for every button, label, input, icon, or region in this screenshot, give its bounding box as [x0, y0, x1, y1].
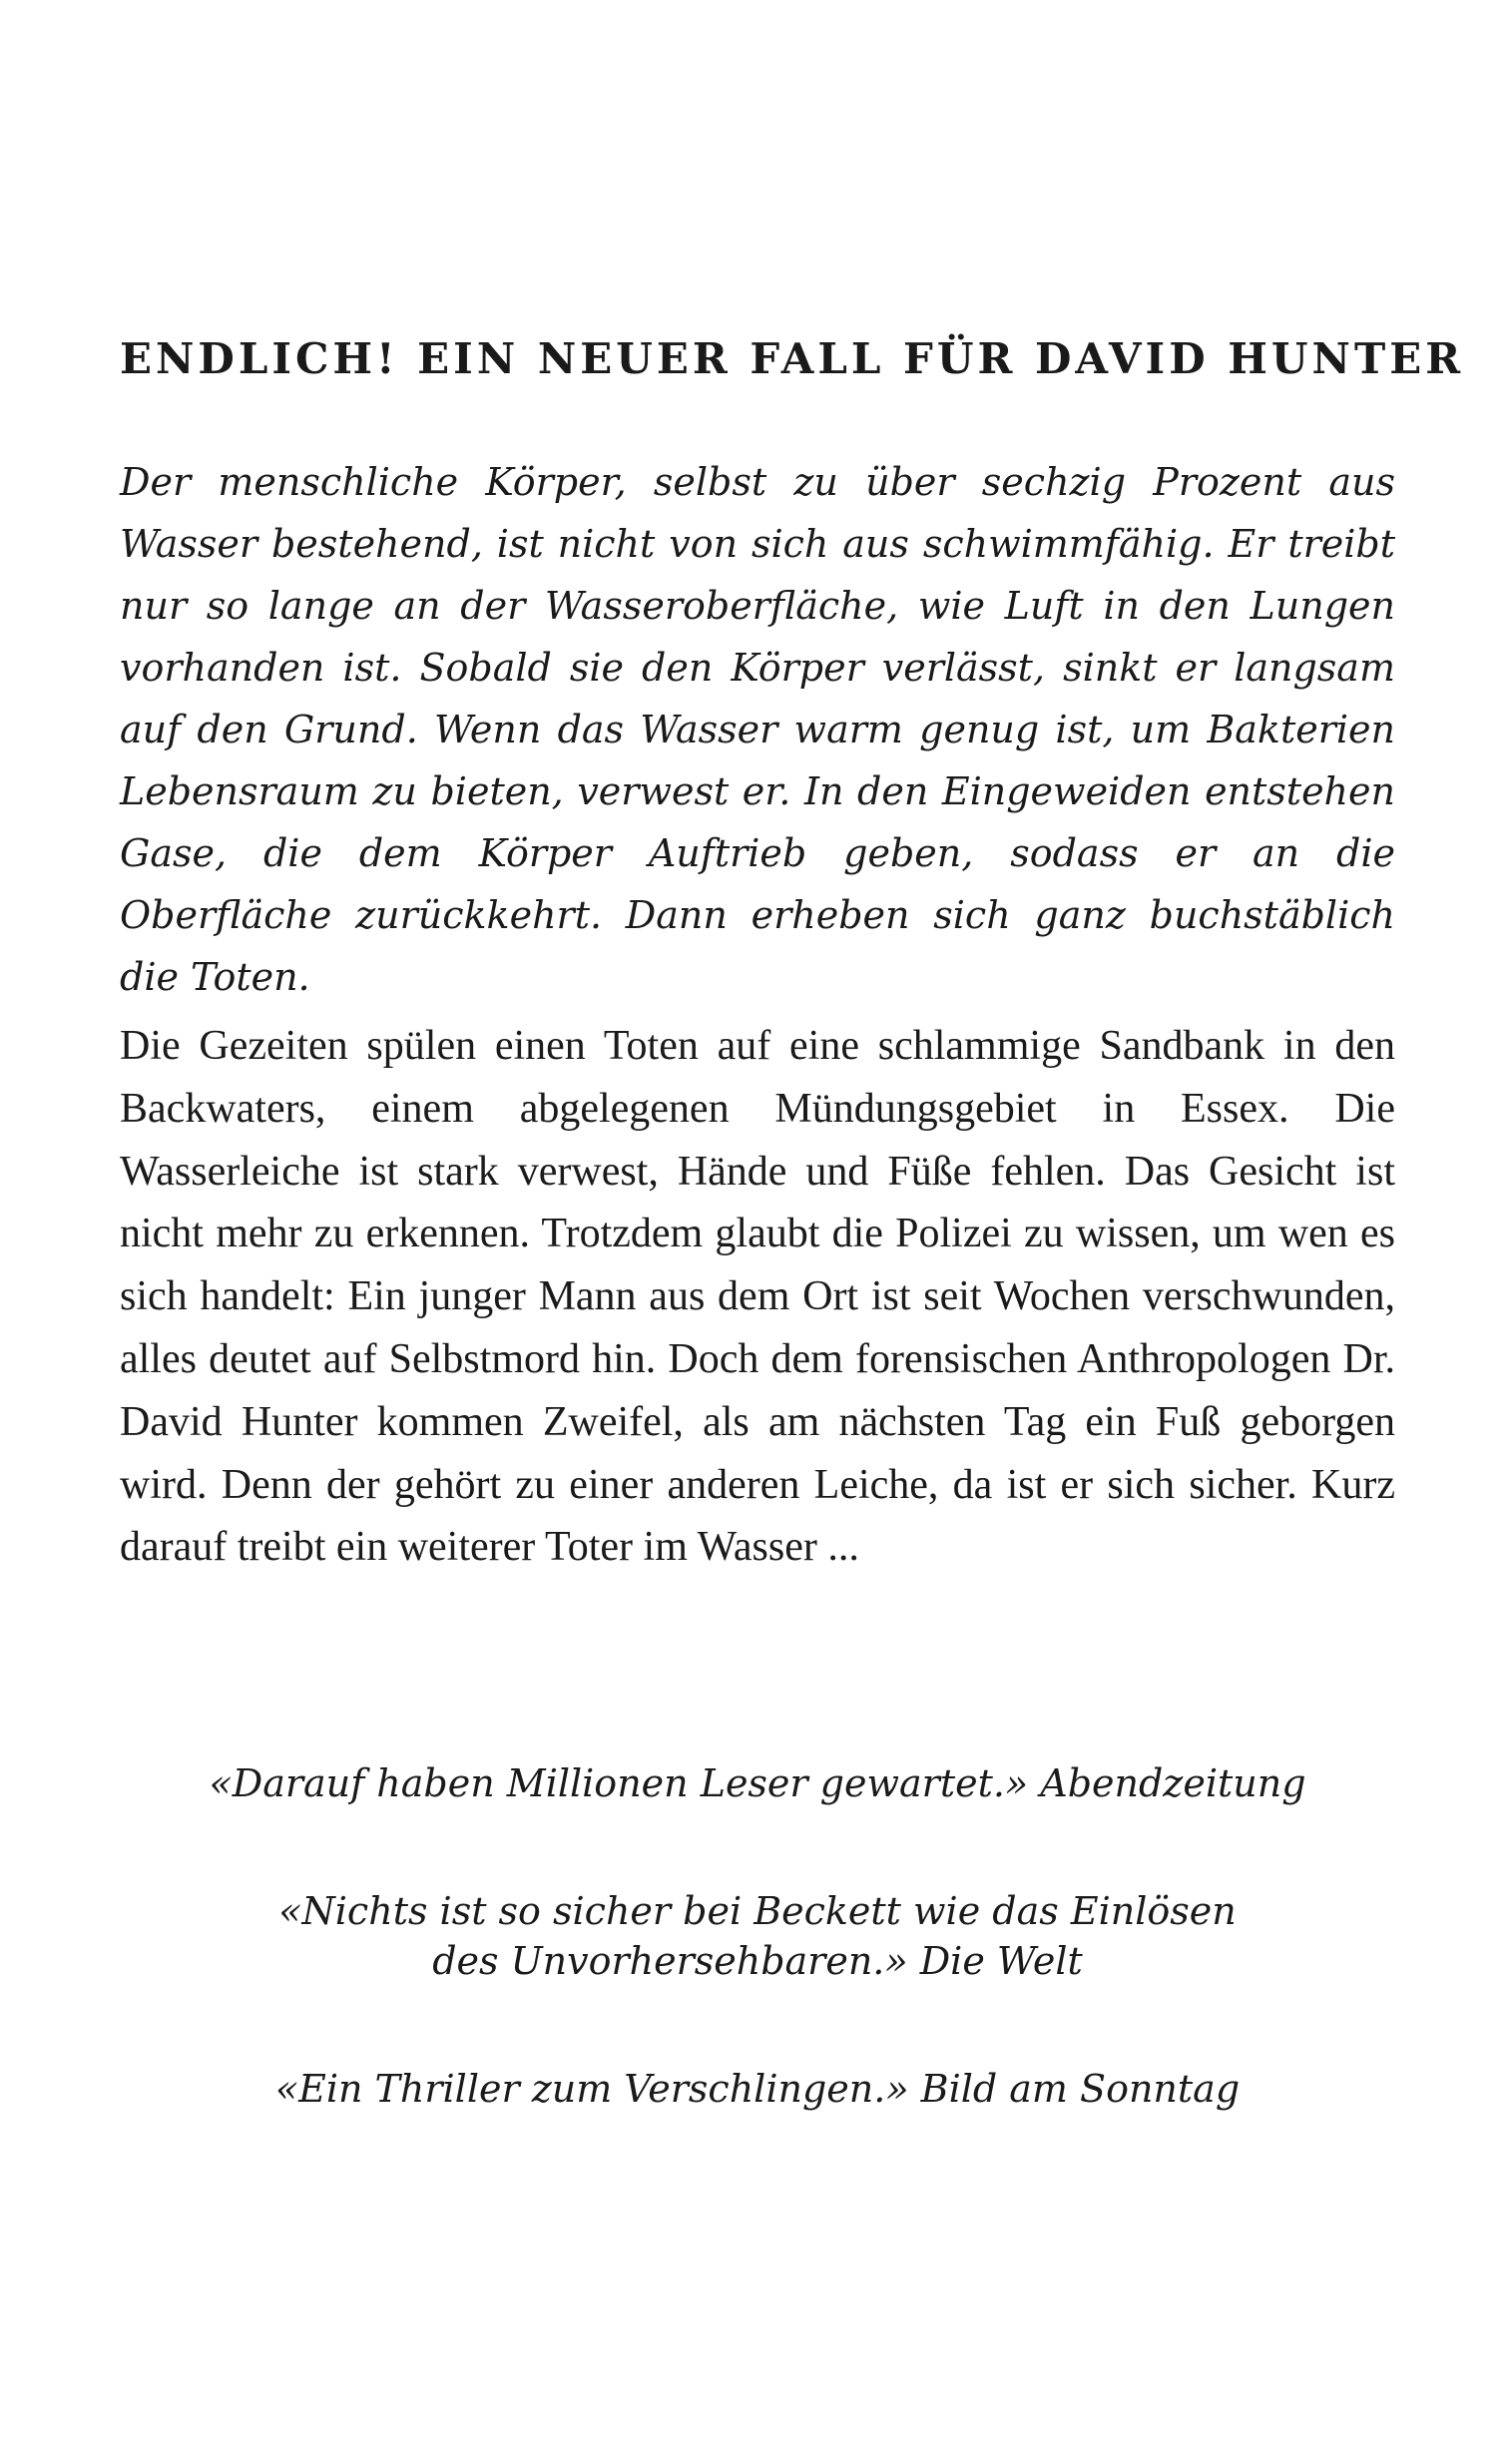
press-quote-text: «Nichts ist so sicher bei Beckett wie das Einlösen — [278, 1889, 1237, 1933]
press-quote — [120, 1758, 1395, 1808]
press-quote — [120, 2064, 1395, 2114]
cover-heading: ENDLICH! EIN NEUER FALL FÜR DAVID HUNTER — [120, 334, 1465, 383]
press-quote-text: des Unvorhersehbaren.» Die Welt — [432, 1939, 1083, 1983]
intro-paragraph: Der menschliche Körper, selbst zu über sechzig Prozent aus Wasser bestehend, ist nicht von sich aus schwimmfähig. Er treibt nur so lange an der Wasseroberfläche, wie Luft in den Lungen vorhanden ist. Sobald sie den Körper verlässt, sinkt er langsam auf den Grund. Wenn das Wasser warm genug ist, um Bakterien Lebensraum zu bieten, verwest er. In den Eingeweiden entstehen Gase, die dem Körper Auftrieb geben, sodass er an die Oberfläche zurückkehrt. Dann erheben sich ganz buchstäblich die Toten. — [120, 460, 1395, 999]
press-quotes — [120, 1758, 1395, 2114]
press-quote-text: «Ein Thriller zum Verschlingen.» Bild am Sonntag — [274, 2067, 1241, 2111]
press-quote — [120, 1886, 1395, 1986]
press-quote-text: «Darauf haben Millionen Leser gewartet.» Abendzeitung — [209, 1761, 1306, 1805]
synopsis-paragraph: Die Gezeiten spülen einen Toten auf eine schlammige Sandbank in den Backwaters, einem abgelegenen Mündungsgebiet in Essex. Die Wasserleiche ist stark verwest, Hände und Füße fehlen. Das Gesicht ist nicht mehr zu erkennen. Trotzdem glaubt die Polizei zu wissen, um wen es sich handelt: Ein junger Mann aus dem Ort ist seit Wochen verschwunden, alles deutet auf Selbstmord hin. Doch dem forensischen Anthropologen Dr. David Hunter kommen Zweifel, als am nächsten Tag ein Fuß geborgen wird. Denn der gehört zu einer anderen Leiche, da ist er sich sicher. Kurz darauf treibt ein weiterer Toter im Wasser ... — [120, 1023, 1395, 1571]
